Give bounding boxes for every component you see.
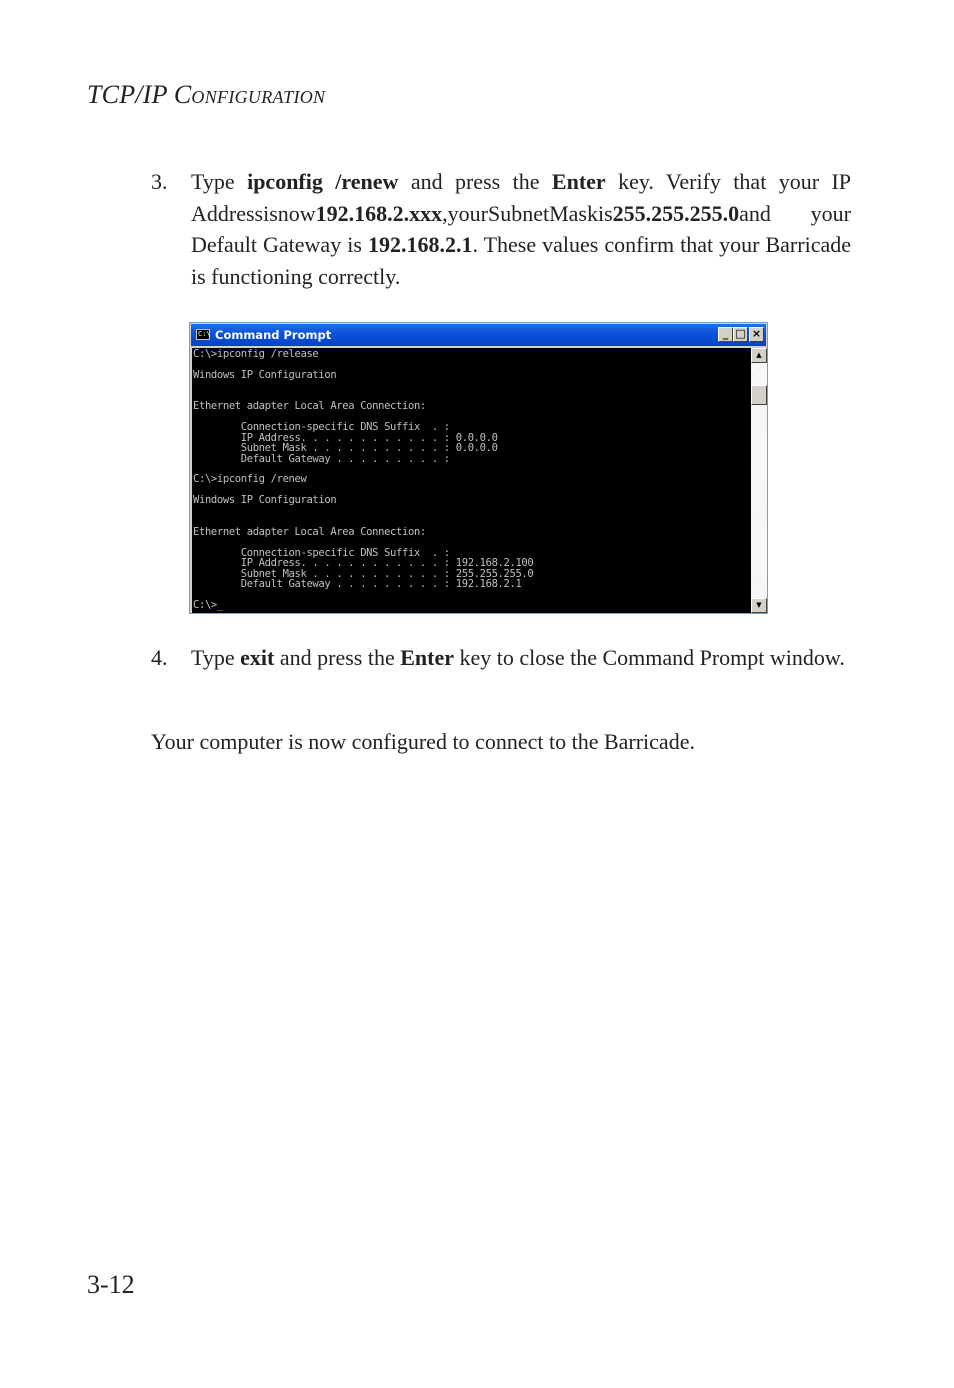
step-4-key: Enter [400, 645, 454, 670]
step-3-text-3: key. Verify that your IP Addressisnow [191, 169, 852, 226]
running-head-main: TCP/IP C [87, 80, 192, 109]
step-4-number: 4. [151, 645, 168, 670]
step-4-text-1: Type [191, 645, 241, 670]
vertical-scrollbar[interactable] [751, 348, 767, 613]
step-3-text [191, 166, 851, 292]
step-3-command: ipconfig /renew [247, 169, 399, 194]
running-head-smallcaps: ONFIGURATION [191, 87, 326, 107]
page-number: 3-12 [87, 1270, 135, 1299]
console-output[interactable] [192, 348, 751, 613]
scroll-up-arrow-icon[interactable]: ▲ [751, 348, 767, 363]
step-4-command: exit [240, 645, 275, 670]
window-title: Command Prompt [215, 328, 332, 342]
command-prompt-titlebar[interactable] [191, 324, 766, 346]
step-3 [151, 166, 851, 292]
console-text: C:\>ipconfig /release Windows IP Configuration Ethernet adapter Local Area Connection: Connection-specific DNS Suffix . : IP Address. . . . . . . . . . . . : 0.0.0.0 Subnet Mask . . . . . . . . . . . : 0.0.0.0 Default Gateway . . . . . . . . . : C:\>ipconfig /renew Windows IP Configuration Ethernet adapter Local Area Connection: Connection-specific DNS Suffix . : IP Address. . . . . . . . . . . . : 192.168.2.100 Subnet Mask . . . . . . . . . . . : 255.255.255.0 Default Gateway . . . . . . . . . : 192.168.2.1 C:\>_ [193, 348, 534, 611]
step-4-text-2: and press the [274, 645, 401, 670]
step-4-text-3: key to close the Command Prompt window. [454, 645, 845, 670]
minimize-icon[interactable]: _ [718, 327, 733, 342]
close-icon[interactable]: × [749, 327, 764, 342]
step-3-number: 3. [151, 169, 168, 194]
closing-paragraph: Your computer is now configured to connect to the Barricade. [151, 729, 695, 754]
step-3-text-4: ,yourSubnetMaskis [442, 200, 613, 226]
step-3-ip: 192.168.2.xxx [315, 200, 443, 226]
scrollbar-thumb[interactable] [751, 385, 767, 405]
maximize-icon[interactable]: □ [733, 327, 748, 342]
console-icon[interactable]: C:\ [198, 330, 211, 338]
step-4-text [191, 642, 851, 674]
step-3-gateway: 192.168.2.1 [367, 232, 473, 257]
step-3-text-1: Type [191, 169, 248, 194]
step-3-mask: 255.255.255.0 [612, 200, 740, 226]
step-4 [151, 642, 851, 674]
command-prompt-window[interactable] [189, 322, 768, 614]
step-3-text-6: . These values confirm that your Barricade is functioning correctly. [191, 232, 851, 289]
step-3-text-5: and your Default Gateway is [191, 200, 851, 257]
step-3-key: Enter [551, 169, 606, 194]
step-3-text-2: and press the [398, 169, 552, 194]
running-head [87, 80, 325, 110]
scroll-down-arrow-icon[interactable]: ▼ [751, 598, 767, 613]
